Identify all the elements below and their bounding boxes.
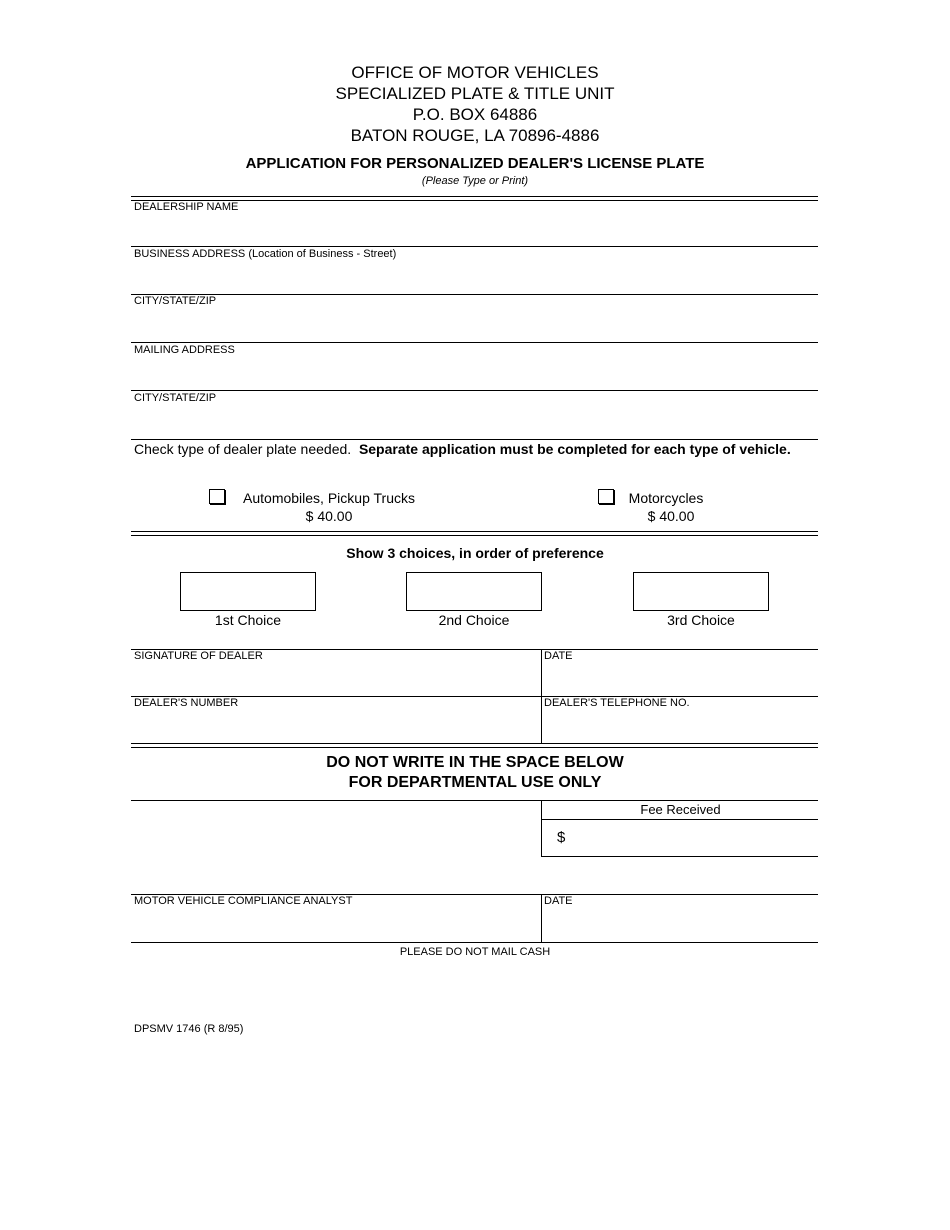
form-title: APPLICATION FOR PERSONALIZED DEALER'S LICENSE PLATE [245,155,705,172]
dealership-name-label: DEALERSHIP NAME [134,201,239,213]
unit-name: SPECIALIZED PLATE & TITLE UNIT [335,84,615,103]
fee-currency-symbol: $ [557,829,566,846]
mailing-city-state-zip-label: CITY/STATE/ZIP [134,392,217,404]
automobiles-option-label: Automobiles, Pickup Trucks [243,490,415,506]
fee-divider [542,819,818,820]
signature-label: SIGNATURE OF DEALER [134,650,263,662]
fee-received-label: Fee Received [640,802,721,817]
po-box: P.O. BOX 64886 [412,105,538,124]
form-subtitle: (Please Type or Print) [421,175,529,187]
office-use-heading-2: FOR DEPARTMENTAL USE ONLY [348,774,602,791]
divider [131,800,818,801]
divider [131,942,818,943]
office-use-heading-1: DO NOT WRITE IN THE SPACE BELOW [326,754,624,771]
first-choice-label: 1st Choice [214,612,282,628]
analyst-date-label: DATE [544,895,573,907]
second-choice-label: 2nd Choice [438,612,510,628]
divider [131,342,818,343]
dealership-name-field[interactable] [131,214,818,245]
signature-date-field[interactable] [544,664,816,695]
instruction-bold-text: Separate application must be completed for each type of vehicle. [358,441,791,457]
third-choice-label: 3rd Choice [667,612,735,628]
mailing-city-state-zip-field[interactable] [131,406,818,437]
analyst-label: MOTOR VEHICLE COMPLIANCE ANALYST [134,895,353,907]
fee-vertical-divider [541,800,542,857]
dealer-telephone-field[interactable] [544,711,816,742]
motorcycles-option-price: $ 40.00 [647,508,695,524]
plate-type-double-rule [131,531,818,536]
office-name: OFFICE OF MOTOR VEHICLES [351,63,599,82]
analyst-vertical-divider [541,894,542,942]
divider [131,294,818,295]
motorcycles-checkbox[interactable] [598,489,614,504]
second-choice-box[interactable] [406,572,542,611]
instruction-text: Check type of dealer plate needed. [134,441,352,457]
signature-date-label: DATE [544,650,573,662]
automobiles-option-price: $ 40.00 [305,508,353,524]
form-number: DPSMV 1746 (R 8/95) [134,1023,244,1035]
dealer-number-field[interactable] [131,711,539,742]
divider [131,439,818,440]
signature-field[interactable] [131,664,539,695]
mailing-address-label: MAILING ADDRESS [134,344,235,356]
mailing-address-field[interactable] [131,358,818,389]
business-address-label: BUSINESS ADDRESS (Location of Business - Street) [134,248,397,260]
office-use-double-rule [131,743,818,748]
third-choice-box[interactable] [633,572,769,611]
plate-type-instruction [134,441,791,457]
motorcycles-option-label: Motorcycles [628,490,704,506]
first-choice-box[interactable] [180,572,316,611]
business-address-field[interactable] [131,262,818,293]
no-cash-note: PLEASE DO NOT MAIL CASH [399,946,551,958]
divider [131,246,818,247]
city-state-zip-label: CITY/STATE/ZIP [134,295,217,307]
fee-bottom-line [542,856,818,857]
city-address: BATON ROUGE, LA 70896-4886 [350,126,600,145]
dealer-telephone-label: DEALER'S TELEPHONE NO. [544,697,690,709]
divider [131,390,818,391]
city-state-zip-field[interactable] [131,310,818,341]
choices-heading: Show 3 choices, in order of preference [346,545,604,561]
dealer-number-label: DEALER'S NUMBER [134,697,239,709]
automobiles-checkbox[interactable] [209,489,225,504]
